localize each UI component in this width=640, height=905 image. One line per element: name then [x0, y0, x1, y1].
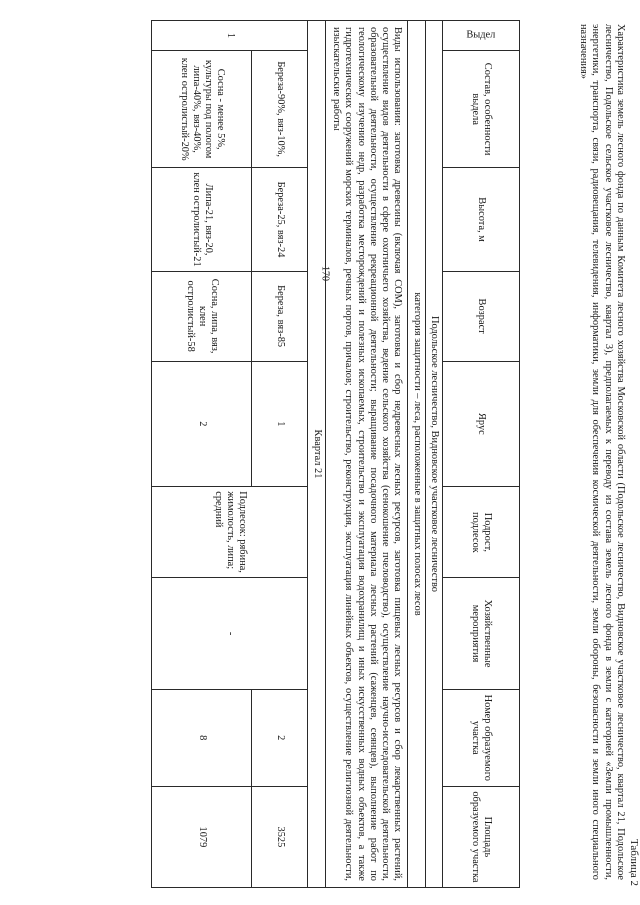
nomer-cell: 2: [252, 689, 308, 786]
usage-text: Виды использования: заготовка древесины (включая СОМ), заготовка и сбор недревесных лесных ресурсов, заготовка пищевых лесных ресурсов и сбор лекарственных растений, осуществление видов деятельности в сфере охотничьего хозяйства, ведение сельского хозяйства (сенокошение пчеловодство), осуществление научно-исследовательской деятельности, образовательной деятельности, осуществление рекреационной деятельности; выращивание посадочного материала лесных растений (саженцев, сеянцев), выполнение работ по геологическому изучению недр, разработка месторождений и полезных ископаемых, строительство и эксплуатация водохранилищ и иных искусственных водных объектов, а также гидротехнических сооружений морских терминалов, речных портов, причалов; строительство, реконструкция, эксплуатация линейных объектов, осуществление религиозной деятельности, изыскательские работы: [325, 21, 408, 888]
section-row: [425, 21, 442, 888]
header-cell: Возраст: [443, 271, 520, 361]
yarus-cell: 2: [152, 361, 252, 487]
header-cell: Площадь образуемого участка: [443, 786, 520, 887]
header-cell: Подрост, подлесок: [443, 487, 520, 578]
table-caption: Характеристика земель лесного фонда по данным Комитета лесного хозяйства Московской области (Подольское лесничество, Видновское участковое лесничество, квартал 21, Подольское лесничество, Подольское сельское участковое лесничество, квартал 3), предполагаемых к переводу из состава земель лесного фонда в земли с категорией «Земли промышленности, энергетики, транспорта, связи, радиовещания, телевидения, информатики, земли для обеспечения космической деятельности, земли обороны, безопасности и земли иного специального назначения»: [578, 24, 626, 880]
meropr-cell: -: [152, 578, 308, 689]
sostav-cell: Береза-90%, вяз-10%,: [252, 51, 308, 168]
vozrast-cell: Сосна, липа, вяз, клен остролистый-58: [152, 271, 252, 361]
yarus-cell: 1: [252, 361, 308, 487]
sostav-cell: Сосна - менее 5%, культуры под пологом липа-40%, вяз-40%, клен остролистый-20%: [152, 51, 252, 168]
usage-row: [325, 21, 408, 888]
header-cell: Выдел: [443, 21, 520, 51]
page-number: 170: [319, 266, 331, 281]
ploshad-cell: 1079: [152, 786, 252, 887]
section-row: [408, 21, 425, 888]
table-row: [252, 21, 308, 888]
vozrast-cell: Береза, вяз-85: [252, 271, 308, 361]
document-sheet: [80, 20, 640, 890]
header-cell: Ярус: [443, 361, 520, 487]
vysota-cell: Липа-21, вяз-20, клен остролистый-21: [152, 168, 252, 271]
header-cell: Номер образуемого участка: [443, 689, 520, 786]
section-category: категория защитности – леса, расположенные в защитных полосах лесов: [408, 21, 425, 888]
header-cell: Высота, м: [443, 168, 520, 271]
table-row: [152, 21, 252, 888]
quarter-row: [308, 21, 325, 888]
nomer-cell: 8: [152, 689, 252, 786]
section-forestry: Подольское лесничество, Видновское участковое лесничество: [425, 21, 442, 888]
table-label: Таблица 2: [628, 838, 640, 886]
vydel-cell: 1: [152, 21, 308, 51]
header-cell: Хозяйственные мероприятия: [443, 578, 520, 689]
forest-land-table: [151, 20, 520, 888]
header-cell: Состав, особенности выдела: [443, 51, 520, 168]
header-row: [443, 21, 520, 888]
ploshad-cell: 3525: [252, 786, 308, 887]
vysota-cell: Береза-25, вяз-24: [252, 168, 308, 271]
podrost-cell: Подлесок: рябина, жимолость, липа; средний: [152, 487, 308, 578]
quarter-label: Квартал 21: [308, 21, 325, 888]
